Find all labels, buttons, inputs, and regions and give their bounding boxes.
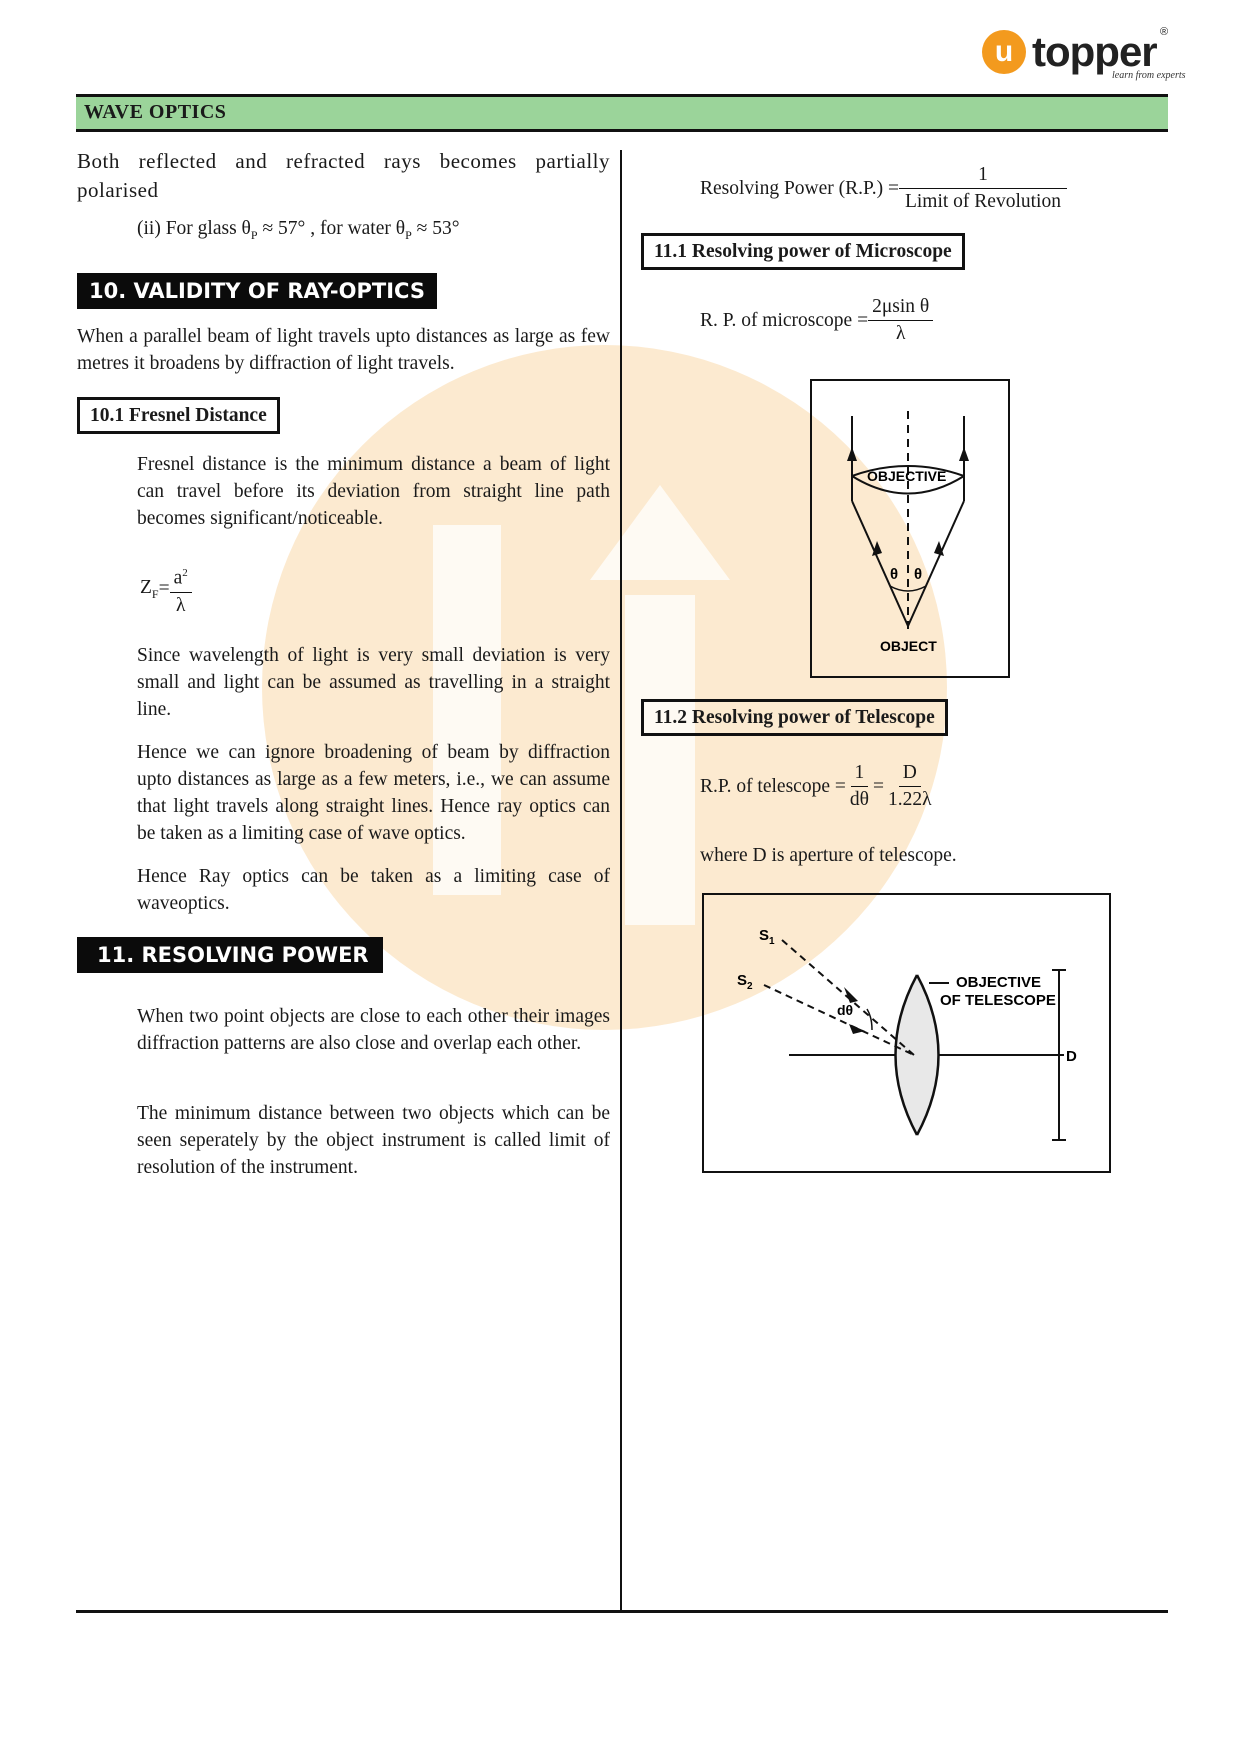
s2-label: $S_2$ — [737, 972, 753, 992]
arrow-s2 — [849, 1024, 865, 1034]
rpt-equals: = — [872, 775, 884, 797]
rpm-fraction: $\frac{\text{2μsin θ}}{\lambda}$ — [868, 294, 933, 347]
dtheta-arc — [867, 1009, 872, 1030]
brand-logo — [982, 28, 1157, 76]
zf-lhs: $Z_F$ — [140, 576, 159, 601]
telescope-diagram — [704, 895, 1109, 1171]
microscope-diagram — [812, 381, 1008, 676]
chapter-band — [76, 97, 1168, 132]
object-label: OBJECT — [880, 638, 937, 654]
column-divider — [620, 150, 622, 1610]
telescope-figure — [702, 893, 1111, 1173]
intro-item — [137, 215, 607, 249]
section-10-paragraph: When a parallel beam of light travels upto distances as large as few metres it broadens by diffraction of light travels. — [77, 326, 610, 374]
logo-icon: u — [982, 30, 1026, 74]
zf-equals: = — [158, 578, 170, 600]
fresnel-formula — [140, 560, 192, 619]
section-10-1-heading: 10.1 Fresnel Distance — [77, 397, 280, 434]
microscope-formula — [700, 294, 933, 347]
aperture-note: where D is aperture of telescope. — [700, 845, 957, 866]
intro-item-mid: ≈ 57° , for water θ — [257, 218, 406, 239]
objective-label: OBJECTIVE — [867, 468, 947, 484]
resolving-paragraph-1: When two point objects are close to each other their images diffraction patterns are also close and overlap each other. — [137, 1006, 610, 1054]
intro-item-sub: P — [405, 227, 412, 242]
ray-right-cone — [908, 501, 964, 626]
rpt-fraction-1: $\frac{1}{d\theta}$ — [849, 762, 869, 810]
objective-telescope-label-1: OBJECTIVE — [956, 974, 1042, 991]
telescope-formula — [700, 760, 936, 813]
microscope-figure — [810, 379, 1010, 678]
theta-right: θ — [914, 566, 923, 583]
logo-tagline: learn from experts — [1112, 70, 1186, 81]
s1-label: $S_1$ — [759, 927, 775, 947]
section-10-heading: 10. VALIDITY OF RAY-OPTICS — [77, 273, 437, 309]
hence-paragraph-2: Hence Ray optics can be taken as a limiting case of waveoptics. — [137, 866, 610, 914]
ray-s2 — [764, 985, 914, 1055]
zf-fraction: $\frac{a^2}{\lambda}$ — [170, 560, 192, 619]
lens-right — [917, 975, 939, 1135]
intro-item-sub: P — [250, 227, 258, 242]
footer-rule — [76, 1610, 1168, 1613]
watermark-arrow-shaft — [625, 595, 695, 925]
dtheta-label: dθ — [837, 1002, 854, 1018]
section-11-2-heading: 11.2 Resolving power of Telescope — [641, 699, 948, 736]
arrow-right-up — [959, 447, 969, 461]
aperture-d-label: D — [1066, 1048, 1077, 1065]
theta-left: θ — [890, 566, 899, 583]
rpt-lhs: R.P. of telescope = — [700, 775, 846, 797]
rp-fraction: $\frac{1}{\text{Limit of Revolution}}$ — [899, 162, 1067, 215]
section-11-1-heading: 11.1 Resolving power of Microscope — [641, 233, 965, 270]
resolving-paragraph-2: The minimum distance between two objects which can be seen seperately by the object instrument is called limit of resolution of the instrument. — [137, 1103, 610, 1178]
section-11-heading: 11. RESOLVING POWER — [77, 937, 383, 973]
intro-paragraph: Both reflected and refracted rays becomes partially polarised — [77, 149, 610, 202]
logo-registered: ® — [1160, 26, 1169, 38]
rpt-fraction-2: $\frac{D}{1.22\lambda}$ — [887, 762, 932, 810]
resolving-power-formula — [700, 162, 1067, 215]
hence-paragraph-1: Hence we can ignore broadening of beam by diffraction upto distances as large as a few meters, i.e., we can assume that light travels along straight lines. Hence ray optics can be taken as a limiting case of wave optics. — [137, 742, 610, 844]
watermark-arrow-head — [590, 485, 730, 580]
logo-text: topper — [1032, 28, 1157, 75]
chapter-title: WAVE OPTICS — [84, 101, 227, 123]
ray-left-cone — [852, 501, 908, 626]
intro-item-end: ≈ 53° — [411, 218, 460, 239]
objective-telescope-label-2: OF TELESCOPE — [940, 992, 1056, 1009]
rpm-lhs: R. P. of microscope = — [700, 309, 869, 331]
fresnel-paragraph: Fresnel distance is the minimum distance a beam of light can travel before its deviation from straight line path becomes significant/noticeable. — [137, 454, 610, 529]
wavelength-paragraph: Since wavelength of light is very small deviation is very small and light can be assumed as travelling in a straight line. — [137, 645, 610, 720]
rp-lhs: Resolving Power (R.P.) = — [700, 177, 899, 199]
intro-item-text: (ii) For glass θ — [137, 218, 251, 239]
arrow-left-up — [847, 447, 857, 461]
